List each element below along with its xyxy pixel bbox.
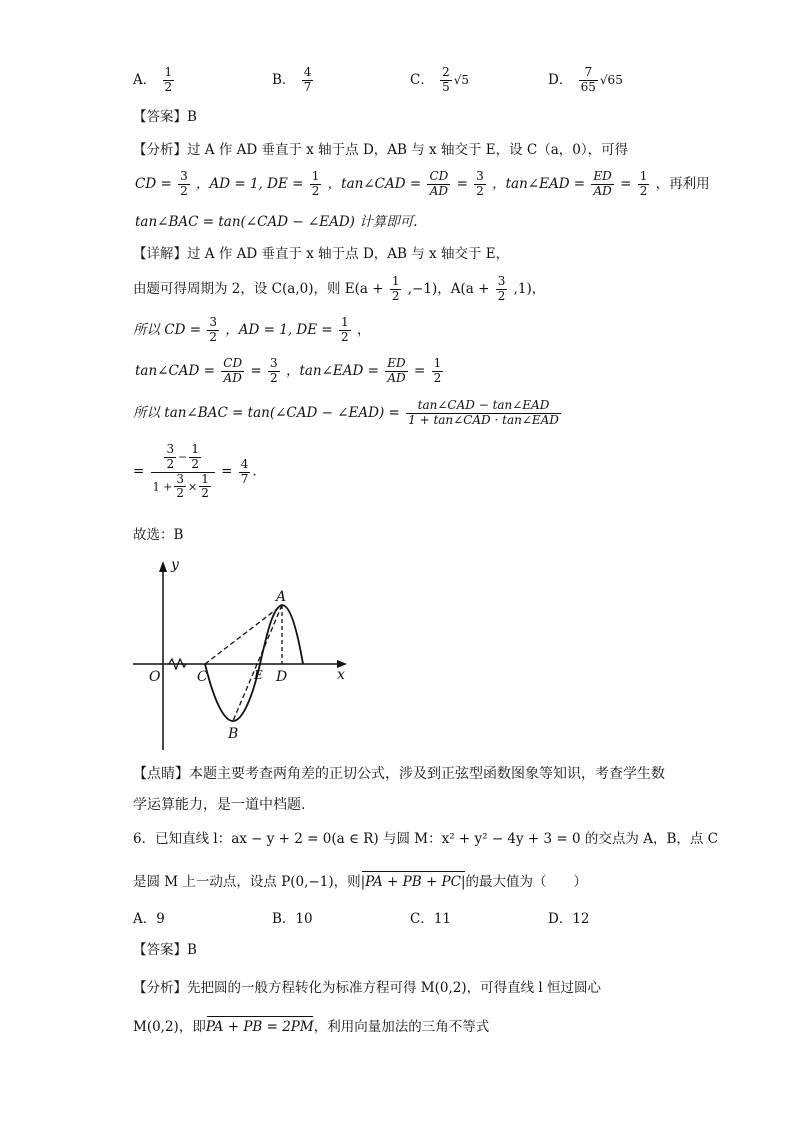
q5-detail-line1 <box>133 246 509 262</box>
q6-answer <box>133 942 197 958</box>
sine-curve <box>205 605 303 721</box>
label-a: A <box>276 589 287 605</box>
option-b-letter: B． <box>272 71 296 88</box>
label-d: D <box>276 669 288 685</box>
analysis-tag: 【分析】 <box>133 142 187 158</box>
q5-detail-line4 <box>135 357 445 386</box>
q6-analysis-line1 <box>133 980 601 996</box>
q6-analysis-tag: 【分析】 <box>133 980 187 996</box>
frac: $\frac{CD}{AD}$ <box>429 169 449 198</box>
q6-option-b <box>272 911 313 927</box>
option-d <box>548 66 623 95</box>
q5-detail-line6 <box>133 443 257 501</box>
q6-option-d-text: D．12 <box>548 911 590 927</box>
label-x: x <box>337 667 345 683</box>
answer-value: B <box>187 109 197 125</box>
q5-choose <box>133 527 183 543</box>
option-a <box>133 66 176 95</box>
q5-detail-line3 <box>133 316 370 345</box>
q6-option-c-text: C．11 <box>410 911 452 927</box>
option-b-fraction: $\frac{4}{7}$ <box>303 65 312 94</box>
frac: $\frac{1}{2}$ <box>391 274 400 303</box>
detail-point-a-end: ,1)， <box>513 280 546 297</box>
q6-stem-text-1: 6．已知直线 l：ax − y + 2 = 0(a ∈ R) 与圆 M：x² + y² − 4y + 3 = 0 的交点为 A，B，点 C <box>133 831 718 847</box>
detail-text-1: 过 A 作 AD 垂直于 x 轴于点 D，AB 与 x 轴交于 E， <box>187 246 510 262</box>
label-b: B <box>228 726 239 742</box>
q6-answer-tag: 【答案】 <box>133 942 187 958</box>
q5-answer <box>133 109 197 125</box>
q6-option-d <box>548 911 590 927</box>
frac: $\frac{1}{2}$ <box>433 356 442 385</box>
comment-text-1: 本题主要考查两角差的正切公式，涉及到正弦型函数图象等知识，考查学生数 <box>189 766 665 782</box>
dashed-ab <box>233 605 282 721</box>
dashed-ca <box>205 605 282 664</box>
frac: $\frac{CD}{AD}$ <box>223 356 243 385</box>
detail-tan-bac: 所以 tan∠BAC = tan(∠CAD − ∠EAD) = <box>133 404 400 421</box>
detail-point-a: ,−1)，A(a + <box>407 280 490 297</box>
q5-comment-line2 <box>133 797 305 814</box>
label-c: C <box>197 669 208 685</box>
q5-analysis-line3 <box>135 214 418 230</box>
option-c-fraction: $\frac{2}{5}$ <box>442 65 450 94</box>
frac: $\frac{1}{2}$ <box>639 169 648 198</box>
q6-analysis-text-2: M(0,2)，即 <box>133 1019 206 1035</box>
option-c <box>410 66 469 95</box>
q6-analysis-text-3: ，利用向量加法的三角不等式 <box>313 1019 490 1035</box>
q5-detail-line5 <box>133 399 563 428</box>
q6-stem-line2 <box>133 874 587 890</box>
detail-ad-de: ，AD = 1, DE = <box>225 321 333 338</box>
frac: $\frac{1}{2}$ <box>341 315 349 344</box>
complex-fraction: $\frac{3}{2}$ − $\frac{1}{2}$ 1 + $\frac{3}{2}$ × $\frac{1}{2}$ <box>151 443 215 501</box>
q5-analysis-line1 <box>133 142 628 158</box>
frac: $\frac{3}{2}$ <box>497 274 506 303</box>
vector-sum: |PA + PB + PC| <box>360 874 466 890</box>
q6-stem-text-3: 的最大值为（ ） <box>465 874 588 890</box>
analysis-tan-ead: ，tan∠EAD = <box>492 175 586 192</box>
q5-comment-line1 <box>133 766 665 783</box>
option-c-letter: C． <box>410 71 434 88</box>
q6-option-a-text: A．9 <box>133 911 165 927</box>
detail-tan-cad: tan∠CAD = <box>135 362 215 379</box>
eq: = <box>133 463 145 480</box>
option-a-letter: A． <box>133 71 157 88</box>
detail-cd: 所以 CD = <box>133 321 202 338</box>
comment-text-2: 学运算能力，是一道中档题. <box>133 797 306 813</box>
frac: $\frac{3}{2}$ <box>270 356 278 385</box>
eq: = <box>250 362 262 379</box>
label-y: y <box>171 557 179 573</box>
frac: $\frac{ED}{AD}$ <box>593 169 612 198</box>
analysis-cd: CD = <box>135 175 172 192</box>
eq: = <box>620 175 632 192</box>
frac: $\frac{3}{2}$ <box>476 169 484 198</box>
y-axis-arrow <box>159 561 167 572</box>
choose-text: 故选：B <box>133 527 184 543</box>
comma: ， <box>356 321 371 338</box>
frac-big: tan∠CAD − tan∠EAD 1 + tan∠CAD · tan∠EAD <box>408 398 559 427</box>
q6-option-a <box>133 911 165 927</box>
eq: = <box>221 463 233 480</box>
frac: $\frac{3}{2}$ <box>180 169 188 198</box>
label-o: O <box>149 669 161 685</box>
detail-tag: 【详解】 <box>133 246 187 262</box>
q6-answer-value: B <box>187 942 197 958</box>
q5-detail-line2 <box>133 275 545 304</box>
analysis-text-1: 过 A 作 AD 垂直于 x 轴于点 D，AB 与 x 轴交于 E，设 C（a，0），可得 <box>187 142 629 158</box>
frac: $\frac{1}{2}$ <box>311 169 320 198</box>
period: . <box>252 463 257 480</box>
q6-analysis-line2 <box>133 1019 489 1035</box>
detail-tan-ead: ，tan∠EAD = <box>285 362 379 379</box>
q6-option-b-text: B．10 <box>272 911 313 927</box>
option-d-fraction: $\frac{7}{65}$ <box>580 65 596 94</box>
q6-option-c <box>410 911 451 927</box>
eq: = <box>413 362 426 379</box>
detail-period: 由题可得周期为 2，设 C(a,0)，则 E(a + <box>133 280 384 297</box>
q6-stem-text-2: 是圆 M 上一动点，设点 P(0,−1)，则 <box>133 874 361 890</box>
eq: = <box>456 175 468 192</box>
frac: $\frac{4}{7}$ <box>240 456 249 486</box>
vector-eq: PA + PB = 2PM <box>205 1019 314 1035</box>
q5-analysis-line2 <box>135 170 710 199</box>
option-a-fraction: $\frac{1}{2}$ <box>164 65 173 94</box>
frac: $\frac{3}{2}$ <box>209 315 217 344</box>
option-b <box>272 66 315 95</box>
option-d-letter: D． <box>548 71 573 88</box>
analysis-text-3: tan∠BAC = tan(∠CAD − ∠EAD) 计算即可. <box>135 214 418 230</box>
frac: $\frac{ED}{AD}$ <box>387 356 406 385</box>
analysis-then: ，再利用 <box>655 175 710 192</box>
comment-tag: 【点睛】 <box>133 766 189 782</box>
analysis-tan-cad: ，tan∠CAD = <box>327 175 422 192</box>
q6-analysis-text-1: 先把圆的一般方程转化为标准方程可得 M(0,2)，可得直线 l 恒过圆心 <box>187 980 602 996</box>
label-e: E <box>254 668 263 682</box>
option-c-root: √5 <box>453 72 470 87</box>
sine-graph <box>125 555 355 755</box>
analysis-ad-de: ，AD = 1, DE = <box>196 175 304 192</box>
option-d-root: √65 <box>599 72 623 87</box>
q6-stem-line1 <box>133 831 718 847</box>
answer-tag: 【答案】 <box>133 109 187 125</box>
